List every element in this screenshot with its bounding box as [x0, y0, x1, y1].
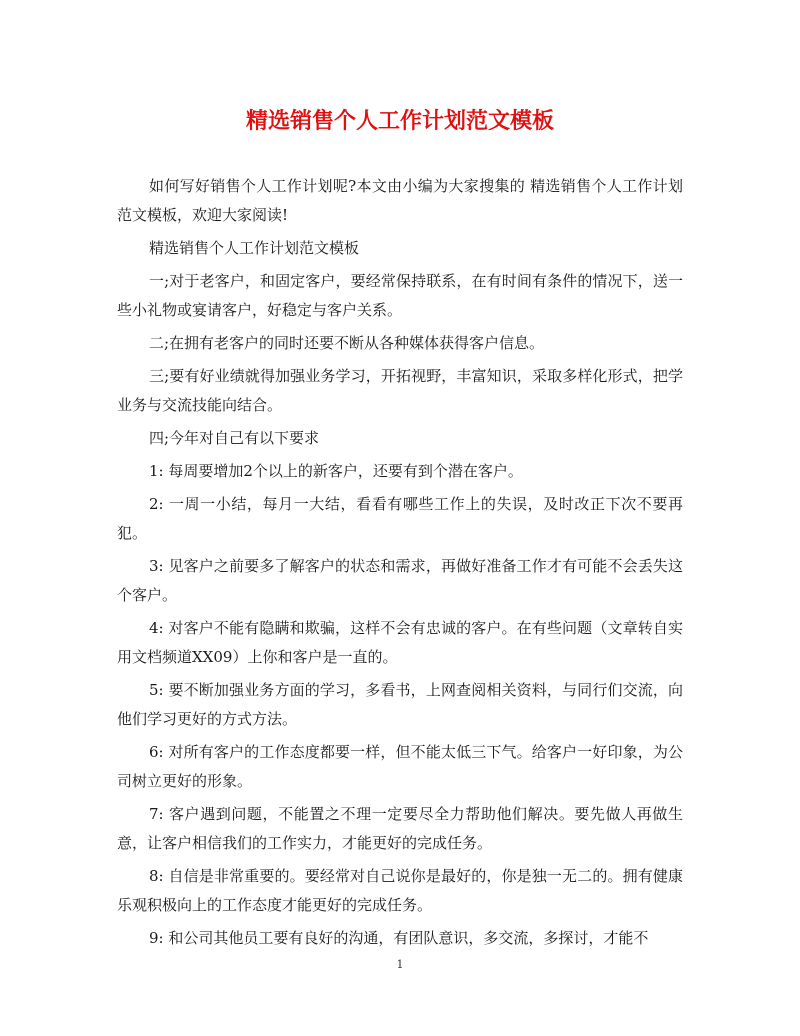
- document-title: 精选销售个人工作计划范文模板: [245, 108, 554, 134]
- page-number: 1: [396, 958, 404, 971]
- requirement-item-5: 5: 要不断加强业务方面的学习，多看书，上网查阅相关资料，与同行们交流，向他们学习更好的方式方法。: [117, 681, 683, 728]
- document-body: [117, 172, 683, 957]
- paragraph-point-3: 三;要有好业绩就得加强业务学习，开拓视野，丰富知识，采取多样化形式，把学业务与交流技能向结合。: [117, 367, 683, 414]
- paragraph-intro: 如何写好销售个人工作计划呢?本文由小编为大家搜集的 精选销售个人工作计划范文模板，欢迎大家阅读!: [117, 177, 683, 224]
- requirement-item-2: 2: 一周一小结，每月一大结，看看有哪些工作上的失误，及时改正下次不要再犯。: [117, 495, 683, 542]
- requirement-item-3: 3: 见客户之前要多了解客户的状态和需求，再做好准备工作才有可能不会丢失这个客户。: [117, 557, 683, 604]
- paragraph-point-1: 一;对于老客户，和固定客户，要经常保持联系，在有时间有条件的情况下，送一些小礼物或宴请客户，好稳定与客户关系。: [117, 272, 683, 319]
- requirement-item-6: 6: 对所有客户的工作态度都要一样，但不能太低三下气。给客户一好印象，为公司树立更好的形象。: [117, 743, 683, 790]
- paragraph-point-2: 二;在拥有老客户的同时还要不断从各种媒体获得客户信息。: [149, 334, 545, 352]
- requirement-item-7: 7: 客户遇到问题，不能置之不理一定要尽全力帮助他们解决。要先做人再做生意，让客户相信我们的工作实力，才能更好的完成任务。: [117, 805, 683, 852]
- requirement-item-8: 8: 自信是非常重要的。要经常对自己说你是最好的，你是独一无二的。拥有健康乐观积极向上的工作态度才能更好的完成任务。: [117, 867, 683, 914]
- paragraph-subtitle: 精选销售个人工作计划范文模板: [149, 239, 360, 257]
- requirement-item-4: 4: 对客户不能有隐瞒和欺骗，这样不会有忠诚的客户。在有些问题（文章转自实用文档频道XX09）上你和客户是一直的。: [117, 619, 683, 666]
- requirement-item-1: 1: 每周要增加2个以上的新客户，还要有到个潜在客户。: [149, 462, 523, 480]
- paragraph-point-4: 四;今年对自己有以下要求: [149, 429, 320, 447]
- requirement-item-9: 9: 和公司其他员工要有良好的沟通，有团队意识，多交流，多探讨，才能不: [149, 929, 649, 947]
